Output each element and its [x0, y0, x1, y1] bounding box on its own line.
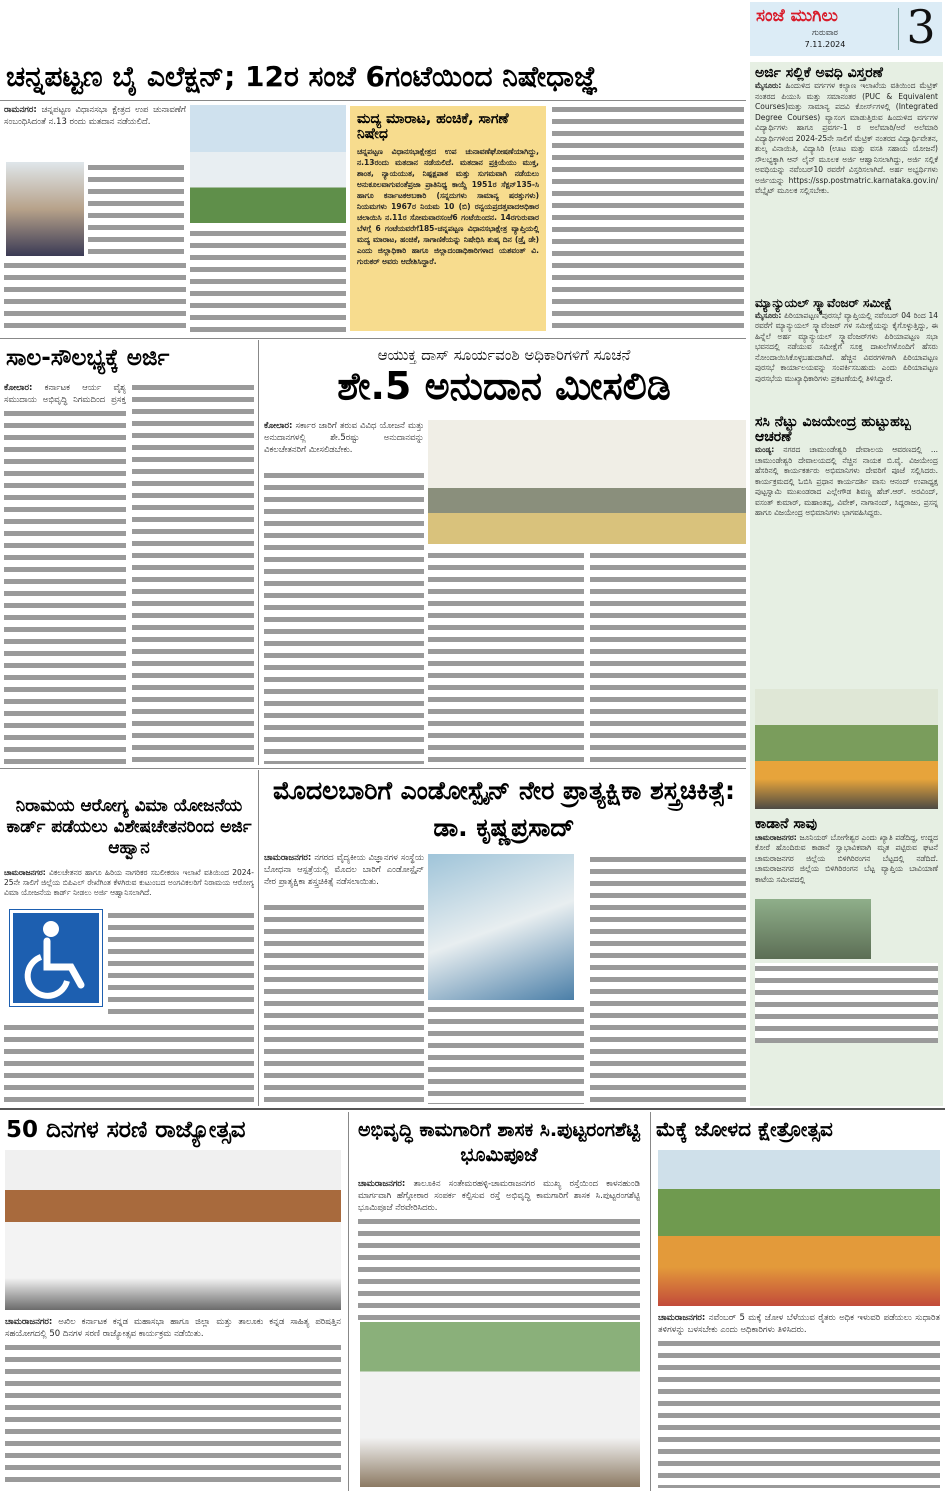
dateline: ರಾಮನಗರ: — [4, 105, 37, 115]
sapling-headline: ಸಸಿ ನೆಟ್ಟು ವಿಜಯೇಂದ್ರ ಹುಟ್ಟುಹಬ್ಬ ಆಚರಣೆ — [755, 413, 911, 445]
scavenger-text: ಪಿರಿಯಾಪಟ್ಟಣ ಪುರಸಭೆ ವ್ಯಾಪ್ತಿಯಲ್ಲಿ ನವೆಂಬರ್ 04 ರಿಂದ 14 ರವರೆಗೆ ಮ್ಯಾನ್ಯುಯಲ್ ಸ್ಕ್ಯಾವೆಂಜರ್ ಗಳ ಸಮೀಕ್ಷೆಯನ್ನು ಕೈಗೊಳ್ಳುತ್ತಿದ್ದು, ಈ ಹಿನ್ನೆಲೆ ಅರ್ಹ ಮ್ಯಾನ್ಯುಯಲ್ ಸ್ಕ್ಯಾವೆಂಜರ್‌ಗಳು ಪಿರಿಯಾಪಟ್ಟಣ ಸಭಾ ಭವನದಲ್ಲಿ ನಡೆಯುವ ಸಮೀಕ್ಷೆಗೆ ಸೂಕ್ತ ದಾಖಲೆಗಳೊಂದಿಗೆ ಹೆಸರು ನೋಂದಾಯಿಸಿಕೊಳ್ಳಬಹುದಾಗಿದೆ. ಹೆಚ್ಚಿನ ವಿವರಗಳಿಗಾಗಿ ಪಿರಿಯಾಪಟ್ಟಣ ಪುರಸಭೆ ಕಾರ್ಯಾಲಯವನ್ನು ಸಂಪರ್ಕಿಸಬಹುದು ಎಂದು ಪಿರಿಯಾಪಟ್ಟಣ ಪುರಸಭೆಯ ಮುಖ್ಯಾಧಿಕಾರಿಗಳು ಪ್ರಕಟಣೆಯಲ್ಲಿ ತಿಳಿಸಿದ್ದಾರೆ. — [755, 310, 938, 383]
grant-text: ಸರ್ಕಾರ ಜಾರಿಗೆ ತರುವ ವಿವಿಧ ಯೋಜನೆ ಮತ್ತು ಅನುದಾನಗಳಲ್ಲಿ ಶೇ.5ರಷ್ಟು ಅನುದಾನವನ್ನು ವಿಕಲಚೇತನರಿಗೆ ಮೀಸಲಿಡಬೇಕು. — [264, 421, 424, 455]
masthead-logo: ಸಂಜೆ ಮುಗಿಲು — [756, 6, 838, 26]
endo-headline: ಮೊದಲಬಾರಿಗೆ ಎಂಡೋಸ್ಪೈನ್ ನೇರ ಪ್ರಾತ್ಯಕ್ಷಿಕಾ ಶಸ್ತ್ರಚಿಕಿತ್ಸೆ: ಡಾ. ಕೃಷ್ಣಪ್ರಸಾದ್ — [272, 776, 735, 842]
masthead-date: 7.11.2024 — [804, 40, 846, 49]
box-text: ಚನ್ನಪಟ್ಟಣ ವಿಧಾನಸಭಾಕ್ಷೇತ್ರದ ಉಪ ಚುನಾವಣೆಘೋಷಣೆಯಾಗಿದ್ದು, ನ.13ರಂದು ಮತದಾನ ನಡೆಯಲಿದೆ. ಮತದಾನ ಪ್ರಕ್ರಿಯೆಯು ಮುಕ್ತ, ಶಾಂತ, ನ್ಯಾಯಯುತ, ನಿಷ್ಪಕ್ಷಪಾತ ಮತ್ತು ಸುಗಮವಾಗಿ ನಡೆಯಲು ಅನುಕೂಲವಾಗುವಂತೆಪ್ರಜಾ ಪ್ರಾತಿನಿಧ್ಯ ಕಾಯ್ದೆ 1951ರ ಸೆಕ್ಷನ್135-ಸಿ ಹಾಗೂ ಕರ್ನಾಟಕಅಬಕಾರಿ (ಸನ್ನದುಗಳು ಸಾಮಾನ್ಯ ಷರತ್ತುಗಳು) ನಿಯಮಗಳು 1967ರ ನಿಯಮ 10 (ಬಿ) ರನ್ವಯಪ್ರದತ್ತವಾದಅಧಿಕಾರ ಚಲಾಯಿಸಿ ನ.11ರ ಸೋಮವಾರಸಂಜೆ6 ಗಂಟೆಯಿಂದನ. 14ರಗುರುವಾರ ಬೆಳಗ್ಗೆ 6 ಗಂಟೆಯವರೆಗೆ185-ಚನ್ನಪಟ್ಟಣ ವಿಧಾನಸಭಾಕ್ಷೇತ್ರ ವ್ಯಾಪ್ತಿಯಲ್ಲಿ ಮದ್ಯ ಮಾರಾಟ, ಹಂಚಿಕೆ, ಸಾಗಾಣಿಕೆಯನ್ನು ನಿಷೇಧಿಸಿ ಶುಷ್ಕ ದಿನ (ಡ್ರೈ ಡೇ) ಎಂದು ಜಿಲ್ಲಾಧಿಕಾರಿ ಹಾಗೂ ಜಿಲ್ಲಾದಂಡಾಧಿಕಾರಿಗಳಾದ ಯಶವಂತ್ ವಿ. ಗುರುಕರ್ ಅವರು ಆದೇಶಿಸಿದ್ದಾರೆ. — [357, 146, 539, 266]
liquor-ban-box — [350, 106, 546, 331]
right-column: ಅರ್ಜಿ ಸಲ್ಲಿಕೆ ಅವಧಿ ವಿಸ್ತರಣೆ ಮೈಸೂರು: ಹಿಂದುಳಿದ ವರ್ಗಗಳ ಕಲ್ಯಾಣ ಇಲಾಖೆಯ ವತಿಯಿಂದ ಮೆಟ್ರಿಕ್ ನಂತರದ ಪಿಯುಸಿ ಮತ್ತು ಸಮಾನಂತರ (PUC & Equivalent Courses)ಮತ್ತು ಸಾಮಾನ್ಯ ಪದವಿ ಕೋರ್ಸ್‌ಗಳಲ್ಲಿ (Integrated Degree Courses) ವ್ಯಾಸಂಗ ಮಾಡುತ್ತಿರುವ ಹಿಂದುಳಿದ ವರ್ಗಗಳ ವಿದ್ಯಾರ್ಥಿಗಳು ಹಾಗೂ ಪ್ರವರ್ಗ-1 ರ ಅಲೆಮಾರಿ/ಅರೆ ಅಲೆಮಾರಿ ವಿದ್ಯಾರ್ಥಿಗಳಿಂದ 2024-25ನೇ ಸಾಲಿಗೆ ಮೆಟ್ರಿಕ್ ನಂತರದ ವಿದ್ಯಾರ್ಥಿವೇತನ, ಶುಲ್ಕ ವಿನಾಯಿತಿ, ವಿದ್ಯಾಸಿರಿ (ಊಟ ಮತ್ತು ವಸತಿ ಸಹಾಯ ಯೋಜನೆ) ಸೌಲಭ್ಯಕ್ಕಾಗಿ ಆನ್ ಲೈನ್ ಮೂಲಕ ಅರ್ಜಿ ಆಹ್ವಾನಿಸಲಾಗಿದ್ದು, ಅರ್ಜಿ ಸಲ್ಲಿಕೆ ಅವಧಿಯನ್ನು ನವೆಂಬರ್10 ರವರೆಗೆ ವಿಸ್ತರಿಸಲಾಗಿದೆ. ಅರ್ಹ ಅಭ್ಯರ್ಥಿಗಳು ಅರ್ಜಿಯನ್ನು https://ssp.postmatric.karnataka.gov.in/ವೆಬ್ಸೈಟ್ ಮೂಲಕ ಸಲ್ಲಿಸಬೇಕು. ಮ್ಯಾನ್ಯುಯಲ್ ಸ್ಕ್ಯಾವೆಂಜರ್ ಸಮೀಕ್ಷೆ ಮೈಸೂರು: ಪಿರಿಯಾಪಟ್ಟಣ ಪುರಸಭೆ ವ್ಯಾಪ್ತಿಯಲ್ಲಿ ನವೆಂಬರ್ 04 ರಿಂದ 14 ರವರೆಗೆ ಮ್ಯಾನ್ಯುಯಲ್ ಸ್ಕ್ಯಾವೆಂಜರ್ ಗಳ ಸಮೀಕ್ಷೆಯನ್ನು ಕೈಗೊಳ್ಳುತ್ತಿದ್ದು, ಈ ಹಿನ್ನೆಲೆ ಅರ್ಹ ಮ್ಯಾನ್ಯುಯಲ್ ಸ್ಕ್ಯಾವೆಂಜರ್‌ಗಳು ಪಿರಿಯಾಪಟ್ಟಣ ಸಭಾ ಭವನದಲ್ಲಿ ನಡೆಯುವ ಸಮೀಕ್ಷೆಗೆ ಸೂಕ್ತ ದಾಖಲೆಗಳೊಂದಿಗೆ ಹೆಸರು ನೋಂದಾಯಿಸಿಕೊಳ್ಳಬಹುದಾಗಿದೆ. ಹೆಚ್ಚಿನ ವಿವರಗಳಿಗಾಗಿ ಪಿರಿಯಾಪಟ್ಟಣ ಪುರಸಭೆ ಕಾರ್ಯಾಲಯವನ್ನು ಸಂಪರ್ಕಿಸಬಹುದು ಎಂದು ಪಿರಿಯಾಪಟ್ಟಣ ಪುರಸಭೆಯ ಮುಖ್ಯಾಧಿಕಾರಿಗಳು ಪ್ರಕಟಣೆಯಲ್ಲಿ ತಿಳಿಸಿದ್ದಾರೆ. ಸಸಿ ನೆಟ್ಟು ವಿಜಯೇಂದ್ರ ಹುಟ್ಟುಹಬ್ಬ ಆಚರಣೆ ಮಂಡ್ಯ: ನಗರದ ಚಾಮುಂಡೇಶ್ವರಿ ದೇವಾಲಯ ಆವರಣದಲ್ಲಿ ... ಚಾಮುಂಡೇಶ್ವರಿ ದೇವಾಲಯದಲ್ಲಿ ನೆಚ್ಚಿನ ನಾಯಕ ಬಿ.ವೈ. ವಿಜಯೇಂದ್ರ ಹೆಸರಿನಲ್ಲಿ ಕಾರ್ಯಕರ್ತರು ಅಭಿಮಾನಿಗಳು ದೇವರಿಗೆ ಪೂಜೆ ಸಲ್ಲಿಸಿದರು. ಕಾರ್ಯಕ್ರಮದಲ್ಲಿ ಓಬಿಸಿ ಪ್ರಧಾನ ಕಾರ್ಯದರ್ಶಿ ವಾಸು ಆನಂದ್ ಉಪಾಧ್ಯಕ್ಷ ಪುಟ್ಟಸ್ವಾಮಿ ಮುಖಂಡರಾದ ಎಲ್ಲೇಗೌಡ ಶಿವಣ್ಣ ಹೆಚ್.ಆರ್. ಅರವಿಂದ್, ವಸಂತ್ ಕುಮಾರ್, ಮಹಾಂತಪ್ಪ, ವಿವೇಕ್, ನಾಗಾನಂದ್, ಸಿದ್ದರಾಜು, ಪ್ರಸನ್ನ ಹಾಗೂ ವಿಜಯೇಂದ್ರ ಅಭಿಮಾನಿಗಳು ಭಾಗವಹಿಸಿದ್ದರು. ಕಾಡಾನೆ ಸಾವು ಚಾಮರಾಜನಗರ: ಜೂನಿಯರ್ ಬೋಗೇಶ್ವರ ಎಂದು ಖ್ಯಾತಿ ಪಡೆದಿದ್ದ, ಉದ್ದದ ಕೋರೆ ಹೊಂದಿರುವ ಕಾಡಾನೆ ಸ್ವಾಭಾವಿಕವಾಗಿ ಮೃತ ಪಟ್ಟಿರುವ ಘಟನೆ ಚಾಮರಾಜನಗರ ಜಿಲ್ಲೆಯ ಬಿಳಿಗಿರಿರಂಗನ ಬೆಟ್ಟದಲ್ಲಿ ನಡೆದಿದೆ. ಚಾಮರಾಜನಗರ ಜಿಲ್ಲೆಯ ಬಿಳಿಗಿರಿರಂಗನ ಬೆಟ್ಟ ವ್ಯಾಪ್ತಿಯ ಬಾವಿಯಾಣೆ ಕಾಟೆಯ ಸಮೀಪದಲ್ಲಿ — [750, 62, 943, 1106]
grant-kicker: ಆಯುಕ್ತ ದಾಸ್ ಸೂರ್ಯವಂಶಿ ಅಧಿಕಾರಿಗಳಿಗೆ ಸೂಚನೆ — [377, 346, 631, 364]
bottom-article-1: 50 ದಿನಗಳ ಸರಣಿ ರಾಜ್ಯೋತ್ಸವ ಚಾಮರಾಜನಗರ: ಅಖಿಲ ಕರ್ನಾಟಕ ಕನ್ನಡ ಮಹಾಸಭಾ ಹಾಗೂ ಜಿಲ್ಲಾ ಮತ್ತು ತಾಲೂಕು ಕನ್ನಡ ಸಾಹಿತ್ಯ ಪರಿಷತ್ತಿನ ಸಹಯೋಗದಲ್ಲಿ 50 ದಿನಗಳ ಸರಣಿ ರಾಜ್ಯೋತ್ಸವ ಕಾರ್ಯಕ್ರಮ ನಡೆಯಿತು. — [0, 1112, 346, 1491]
rajyotsava-photo — [5, 1150, 341, 1310]
rajyotsava-headline: 50 ದಿನಗಳ ಸರಣಿ ರಾಜ್ಯೋತ್ಸವ — [6, 1117, 246, 1143]
scavenger-headline: ಮ್ಯಾನ್ಯುಯಲ್ ಸ್ಕ್ಯಾವೆಂಜರ್ ಸಮೀಕ್ಷೆ — [755, 296, 893, 311]
insurance-text: ವಿಕಲಚೇತನರ ಹಾಗೂ ಹಿರಿಯ ನಾಗರಿಕರ ಸಬಲೀಕರಣ ಇಲಾಖೆ ವತಿಯಿಂದ 2024-25ನೇ ಸಾಲಿಗೆ ಜಿಲ್ಲೆಯ ಬಿಪಿಎಲ್ ರೇಖೆಗಿಂತ ಕೆಳಗಿರುವ ಕುಟುಂಬದ ಅಂಗವಿಕಲರಿಗೆ ನಿರಾಮಯ ಆರೋಗ್ಯ ವಿಮಾ ಯೋಜನೆಯ ಕಾರ್ಡ್ ನೀಡಲು ಅರ್ಜಿ ಆಹ್ವಾನಿಸಲಾಗಿದೆ. — [4, 868, 254, 897]
sapling-photo — [755, 689, 938, 809]
extension-text: ಹಿಂದುಳಿದ ವರ್ಗಗಳ ಕಲ್ಯಾಣ ಇಲಾಖೆಯ ವತಿಯಿಂದ ಮೆಟ್ರಿಕ್ ನಂತರದ ಪಿಯುಸಿ ಮತ್ತು ಸಮಾನಂತರ (PUC & Equivalent Courses)ಮತ್ತು ಸಾಮಾನ್ಯ ಪದವಿ ಕೋರ್ಸ್‌ಗಳಲ್ಲಿ (Integrated Degree Courses) ವ್ಯಾಸಂಗ ಮಾಡುತ್ತಿರುವ ಹಿಂದುಳಿದ ವರ್ಗಗಳ ವಿದ್ಯಾರ್ಥಿಗಳು ಹಾಗೂ ಪ್ರವರ್ಗ-1 ರ ಅಲೆಮಾರಿ/ಅರೆ ಅಲೆಮಾರಿ ವಿದ್ಯಾರ್ಥಿಗಳಿಂದ 2024-25ನೇ ಸಾಲಿಗೆ ಮೆಟ್ರಿಕ್ ನಂತರದ ವಿದ್ಯಾರ್ಥಿವೇತನ, ಶುಲ್ಕ ವಿನಾಯಿತಿ, ವಿದ್ಯಾಸಿರಿ (ಊಟ ಮತ್ತು ವಸತಿ ಸಹಾಯ ಯೋಜನೆ) ಸೌಲಭ್ಯಕ್ಕಾಗಿ ಆನ್ ಲೈನ್ ಮೂಲಕ ಅರ್ಜಿ ಆಹ್ವಾನಿಸಲಾಗಿದ್ದು, ಅರ್ಜಿ ಸಲ್ಲಿಕೆ ಅವಧಿಯನ್ನು ನವೆಂಬರ್10 ರವರೆಗೆ ವಿಸ್ತರಿಸಲಾಗಿದೆ. ಅರ್ಹ ಅಭ್ಯರ್ಥಿಗಳು ಅರ್ಜಿಯನ್ನು https://ssp.postmatric.karnataka.gov.in/ವೆಬ್ಸೈಟ್ ಮೂಲಕ ಸಲ್ಲಿಸಬೇಕು. — [755, 81, 939, 196]
lead-body-col1 — [4, 104, 186, 160]
surgery-photo — [428, 854, 574, 1000]
maize-headline: ಮೆಕ್ಕೆ ಜೋಳದ ಕ್ಷೇತ್ರೋತ್ಸವ — [656, 1117, 833, 1141]
bottom-article-2: ಅಭಿವೃದ್ಧಿ ಕಾಮಗಾರಿಗೆ ಶಾಸಕ ಸಿ.ಪುಟ್ಟರಂಗಶೆಟ್ಟಿ ಭೂಮಿಪೂಜೆ ಚಾಮರಾಜನಗರ: ತಾಲೂಕಿನ ಸಂತೇಮರಹಳ್ಳಿ-ಚಾಮರಾಜನಗರ ಮುಖ್ಯ ರಸ್ತೆಯಿಂದ ಕಾಳನಹುಂಡಿ ಮಾರ್ಗವಾಗಿ ಹೆಗ್ಗೋಠಾರ ಸಂಪರ್ಕ ಕಲ್ಪಿಸುವ ರಸ್ತೆ ಅಭಿವೃದ್ಧಿ ಕಾಮಗಾರಿಗೆ ಶಾಸಕ ಸಿ.ಪುಟ್ಟರಂಗಶೆಟ್ಟಿ ಭೂಮಿಪೂಜೆ ನೆರವೇರಿಸಿದರು. — [350, 1112, 648, 1491]
page-number: 3 — [906, 0, 936, 54]
grant-headline: ಶೇ.5 ಅನುದಾನ ಮೀಸಲಿಡಿ — [337, 364, 671, 408]
wheelchair-icon — [10, 910, 102, 1006]
bottom-article-3: ಮೆಕ್ಕೆ ಜೋಳದ ಕ್ಷೇತ್ರೋತ್ಸವ ಚಾಮರಾಜನಗರ: ನವೆಂಬರ್ 5 ಮಕ್ಕೆ ಜೋಳ ಬೆಳೆಯುವ ರೈತರು ಅಧಿಕ ಇಳುವರಿ ಪಡೆಯಲು ಸುಧಾರಿತ ತಳಿಗಳನ್ನು ಬಳಸಬೇಕು ಎಂದು ಅಧಿಕಾರಿಗಳು ತಿಳಿಸಿದರು. — [652, 1112, 945, 1491]
lead-headline: ಚನ್ನಪಟ್ಟಣ ಬೈ ಎಲೆಕ್ಷನ್; 12ರ ಸಂಜೆ 6ಗಂಟೆಯಿಂದ ನಿಷೇಧಾಜ್ಞೆ — [6, 60, 598, 93]
loan-headline: ಸಾಲ-ಸೌಲಭ್ಯಕ್ಕೆ ಅರ್ಜಿ — [6, 345, 170, 371]
elephant-text: ಜೂನಿಯರ್ ಬೋಗೇಶ್ವರ ಎಂದು ಖ್ಯಾತಿ ಪಡೆದಿದ್ದ, ಉದ್ದದ ಕೋರೆ ಹೊಂದಿರುವ ಕಾಡಾನೆ ಸ್ವಾಭಾವಿಕವಾಗಿ ಮೃತ ಪಟ್ಟಿರುವ ಘಟನೆ ಚಾಮರಾಜನಗರ ಜಿಲ್ಲೆಯ ಬಿಳಿಗಿರಿರಂಗನ ಬೆಟ್ಟದಲ್ಲಿ ನಡೆದಿದೆ. ಚಾಮರಾಜನಗರ ಜಿಲ್ಲೆಯ ಬಿಳಿಗಿರಿರಂಗನ ಬೆಟ್ಟ ವ್ಯಾಪ್ತಿಯ ಬಾವಿಯಾಣೆ ಕಾಟೆಯ ಸಮೀಪದಲ್ಲಿ — [755, 832, 939, 884]
lead-text: ಚನ್ನಪಟ್ಟಣ ವಿಧಾನಸಭಾ ಕ್ಷೇತ್ರದ ಉಪ ಚುನಾವಣೆಗೆ ಸಂಬಂಧಿಸಿದಂತೆ ನ.13 ರಂದು ಮತದಾನ ನಡೆಯಲಿದೆ. — [4, 105, 186, 127]
meeting-photo — [428, 420, 746, 544]
building-photo — [190, 105, 346, 223]
insurance-headline: ನಿರಾಮಯ ಆರೋಗ್ಯ ವಿಮಾ ಯೋಜನೆಯ ಕಾರ್ಡ್ ಪಡೆಯಲು ವಿಶೇಷಚೇತನರಿಂದ ಅರ್ಜಿ ಆಹ್ವಾನ — [6, 796, 252, 858]
endo-text: ನಗರದ ವೈದ್ಯಕೀಯ ವಿಜ್ಞಾನಗಳ ಸಂಸ್ಥೆಯ ಬೋಧನಾ ಆಸ್ಪತ್ರೆಯಲ್ಲಿ ಮೊದಲ ಬಾರಿಗೆ ಎಂಡೋಸ್ಪೈನ್ ನೇರ ಪ್ರಾತ್ಯಕ್ಷಿಕಾ ಶಸ್ತ್ರಚಿಕಿತ್ಸೆ ನಡೆಸಲಾಯಿತು. — [264, 853, 424, 887]
sapling-text: ನಗರದ ಚಾಮುಂಡೇಶ್ವರಿ ದೇವಾಲಯ ಆವರಣದಲ್ಲಿ ... ಚಾಮುಂಡೇಶ್ವರಿ ದೇವಾಲಯದಲ್ಲಿ ನೆಚ್ಚಿನ ನಾಯಕ ಬಿ.ವೈ. ವಿಜಯೇಂದ್ರ ಹೆಸರಿನಲ್ಲಿ ಕಾರ್ಯಕರ್ತರು ಅಭಿಮಾನಿಗಳು ದೇವರಿಗೆ ಪೂಜೆ ಸಲ್ಲಿಸಿದರು. ಕಾರ್ಯಕ್ರಮದಲ್ಲಿ ಓಬಿಸಿ ಪ್ರಧಾನ ಕಾರ್ಯದರ್ಶಿ ವಾಸು ಆನಂದ್ ಉಪಾಧ್ಯಕ್ಷ ಪುಟ್ಟಸ್ವಾಮಿ ಮುಖಂಡರಾದ ಎಲ್ಲೇಗೌಡ ಶಿವಣ್ಣ ಹೆಚ್.ಆರ್. ಅರವಿಂದ್, ವಸಂತ್ ಕುಮಾರ್, ಮಹಾಂತಪ್ಪ, ವಿವೇಕ್, ನಾಗಾನಂದ್, ಸಿದ್ದರಾಜು, ಪ್ರಸನ್ನ ಹಾಗೂ ವಿಜಯೇಂದ್ರ ಅಭಿಮಾನಿಗಳು ಭಾಗವಹಿಸಿದ್ದರು. — [755, 445, 938, 518]
extension-headline: ಅರ್ಜಿ ಸಲ್ಲಿಕೆ ಅವಧಿ ವಿಸ್ತರಣೆ — [755, 65, 883, 81]
elephant-headline: ಕಾಡಾನೆ ಸಾವು — [755, 816, 818, 833]
box-title: ಮದ್ಯ ಮಾರಾಟ, ಹಂಚಿಕೆ, ಸಾಗಣೆ ನಿಷೇಧ — [357, 111, 509, 143]
masthead — [750, 2, 942, 56]
portrait-photo — [6, 162, 84, 256]
loan-text: ಕರ್ನಾಟಕ ಆರ್ಯ ವೈಶ್ಯ ಸಮುದಾಯ ಅಭಿವೃದ್ಧಿ ನಿಗಮದಿಂದ ಪ್ರಸಕ್ತ — [4, 383, 126, 405]
bhoomipooja-photo — [360, 1322, 640, 1487]
masthead-day: ಗುರುವಾರ — [812, 28, 838, 37]
elephant-photo — [755, 899, 871, 959]
maize-photo — [658, 1150, 940, 1306]
bhoomipooja-headline: ಅಭಿವೃದ್ಧಿ ಕಾಮಗಾರಿಗೆ ಶಾಸಕ ಸಿ.ಪುಟ್ಟರಂಗಶೆಟ್ಟಿ ಭೂಮಿಪೂಜೆ — [358, 1119, 640, 1166]
